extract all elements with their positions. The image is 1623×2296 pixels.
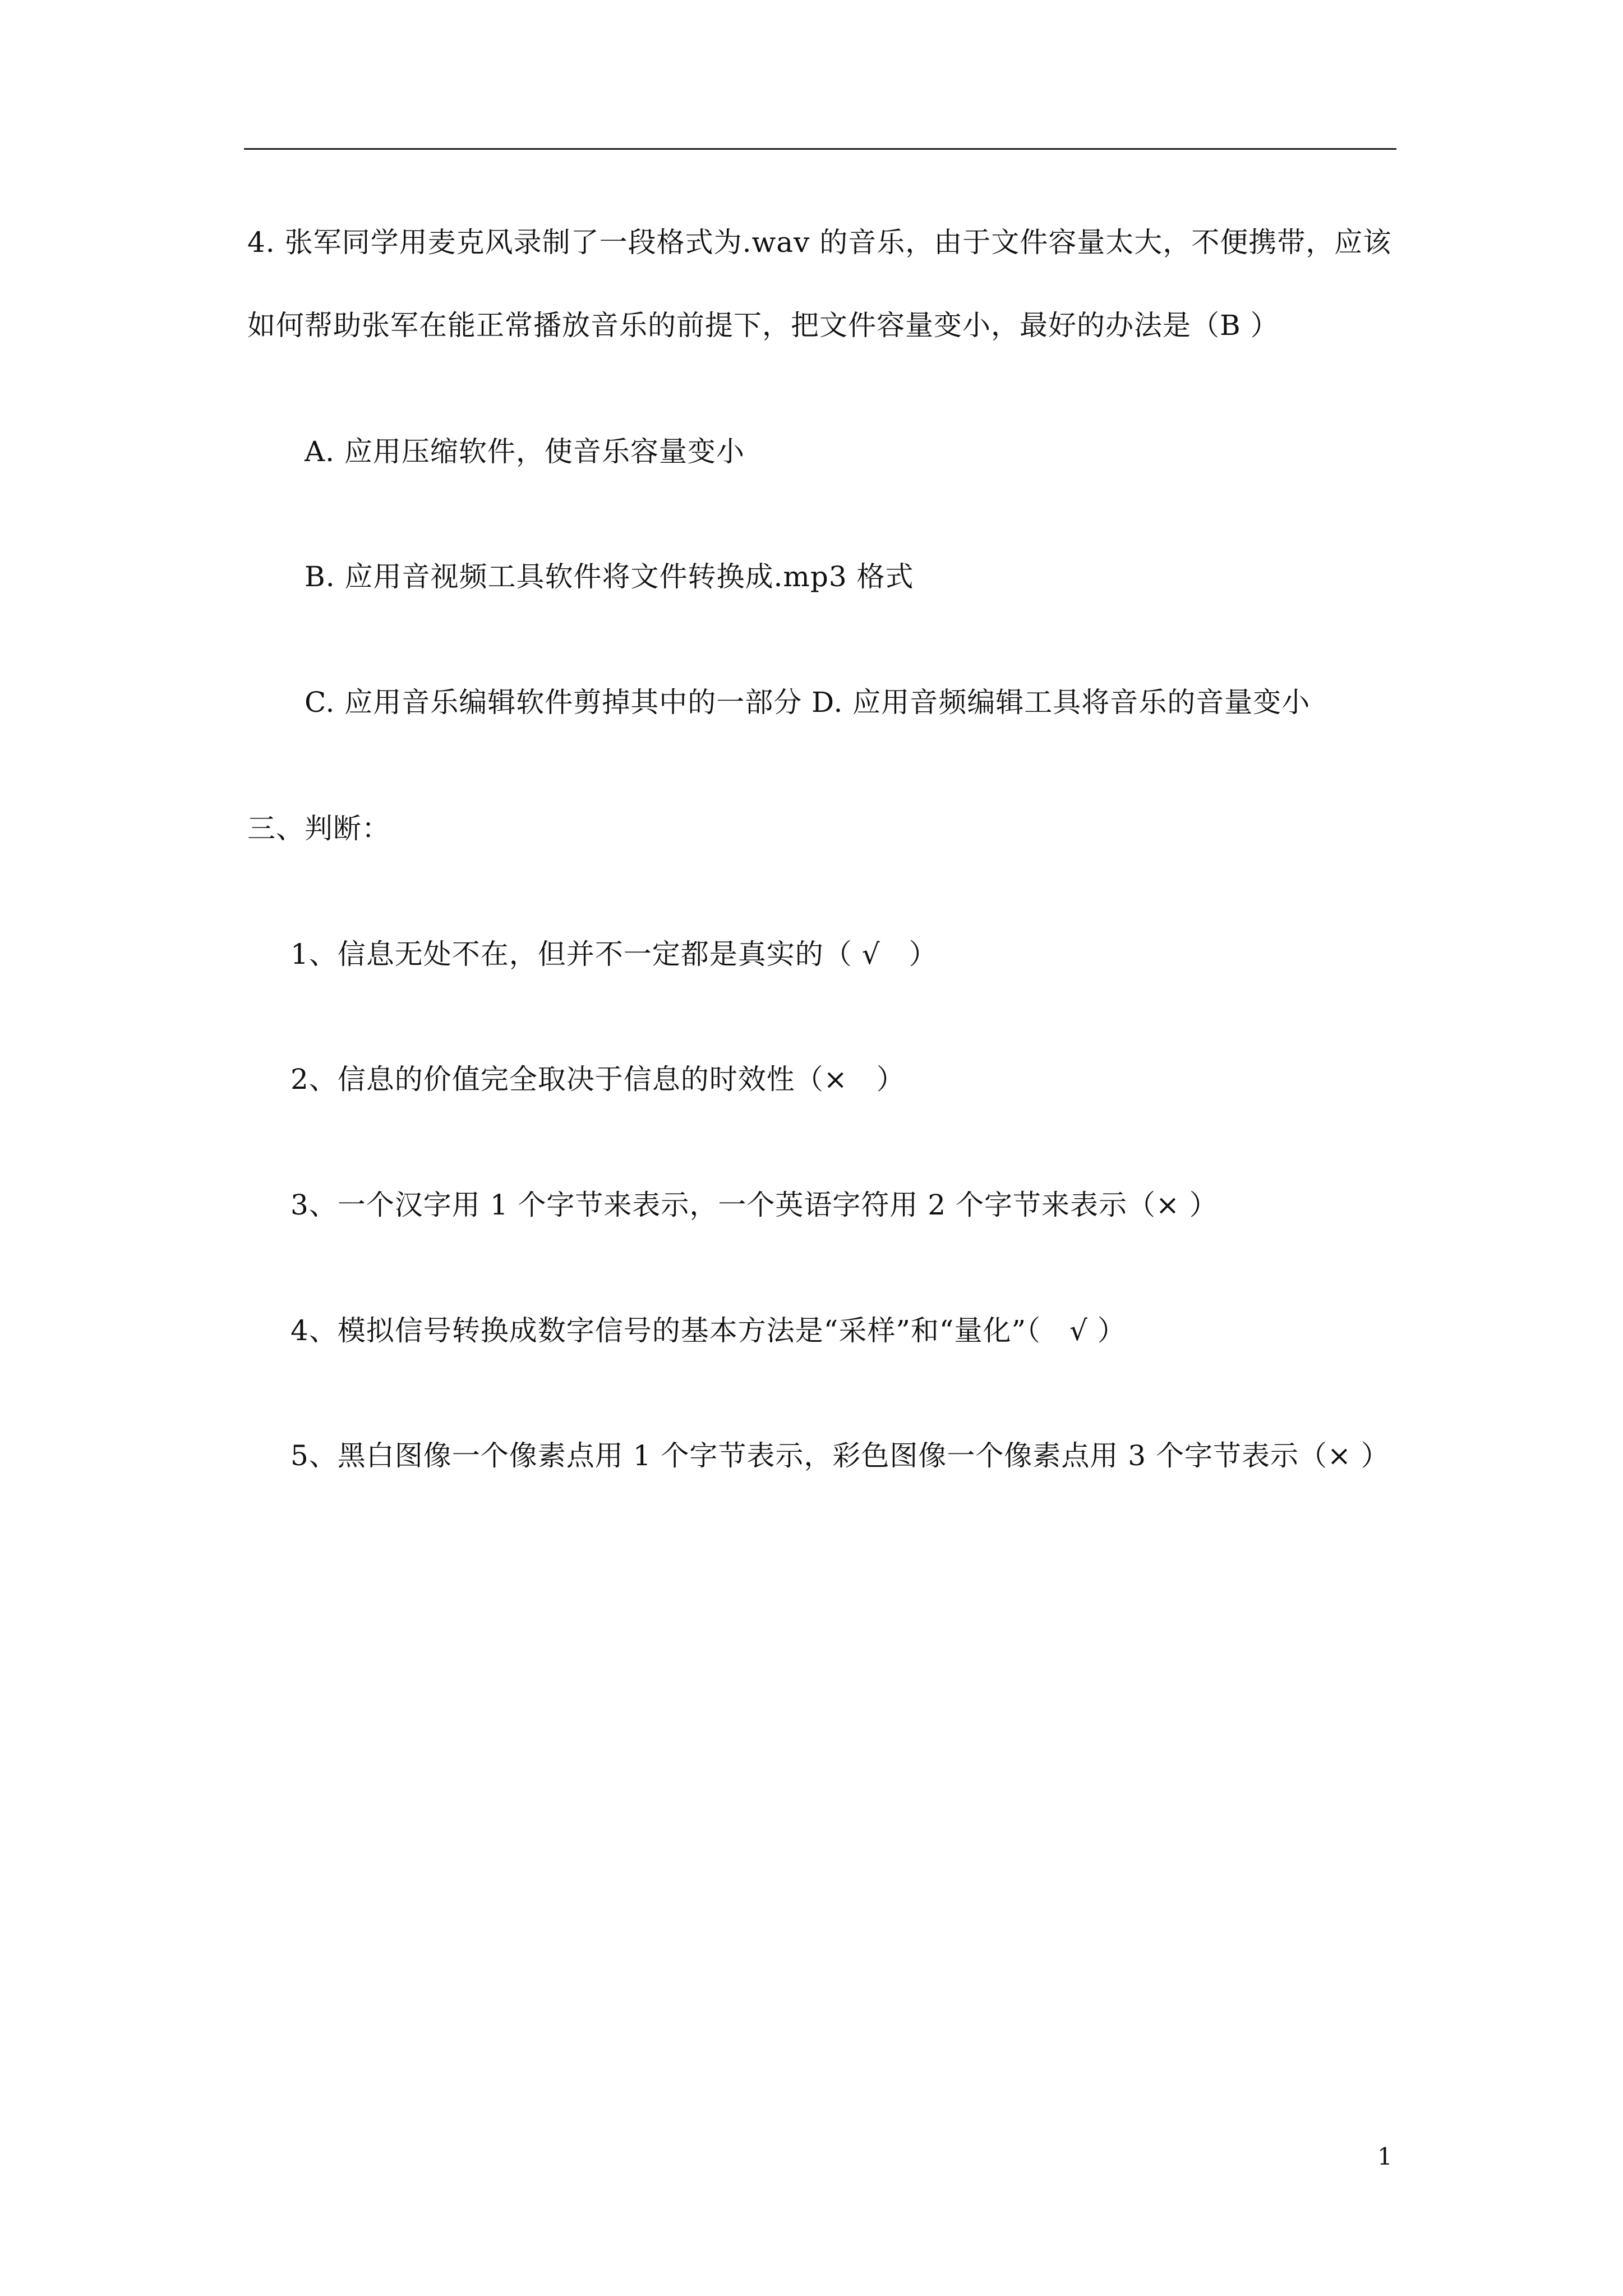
judgment-item-2: 2、信息的价值完全取决于信息的时效性（× ） bbox=[291, 1063, 905, 1096]
question-4-line-2: 如何帮助张军在能正常播放音乐的前提下，把文件容量变小，最好的办法是（B ） bbox=[247, 309, 1279, 342]
judgment-item-4: 4、模拟信号转换成数字信号的基本方法是“采样”和“量化”（ √ ） bbox=[291, 1314, 1126, 1347]
question-4-line-1: 4. 张军同学用麦克风录制了一段格式为.wav 的音乐，由于文件容量太大，不便携带，应该 bbox=[247, 226, 1392, 259]
option-b: B. 应用音视频工具软件将文件转换成.mp3 格式 bbox=[305, 560, 914, 593]
judgment-item-1: 1、信息无处不在，但并不一定都是真实的（ √ ） bbox=[291, 938, 938, 970]
header-rule bbox=[244, 148, 1396, 150]
option-c-d: C. 应用音乐编辑软件剪掉其中的一部分 D. 应用音频编辑工具将音乐的音量变小 bbox=[305, 686, 1311, 719]
judgment-item-3: 3、一个汉字用 1 个字节来表示，一个英语字符用 2 个字节来表示（× ） bbox=[291, 1189, 1218, 1221]
section-title: 三、判断： bbox=[247, 812, 390, 845]
page-number: 1 bbox=[1377, 2143, 1393, 2170]
judgment-item-5: 5、黑白图像一个像素点用 1 个字节表示，彩色图像一个像素点用 3 个字节表示（× ） bbox=[291, 1439, 1390, 1472]
option-a: A. 应用压缩软件，使音乐容量变小 bbox=[305, 435, 745, 468]
